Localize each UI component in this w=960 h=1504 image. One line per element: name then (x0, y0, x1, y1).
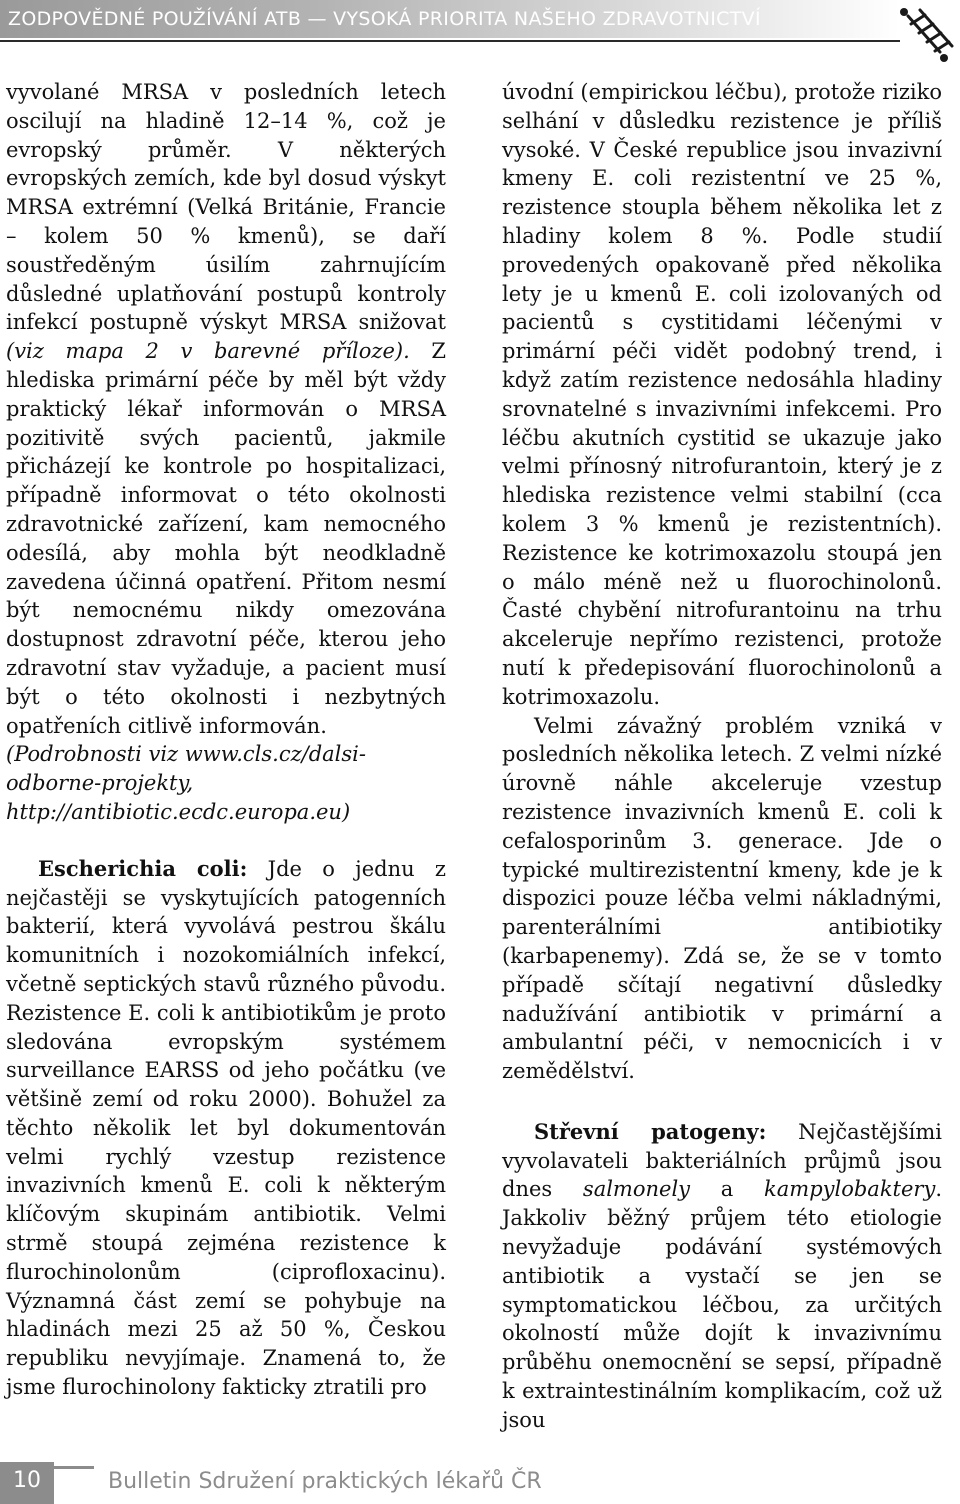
page-number: 10 (13, 1468, 41, 1493)
mrsa-text-part2: Z hlediska primární péče by měl být vždy praktický lékař informován o MRSA pozitivitě svých pacientů, jakmile přicházejí ke kontrole po hospitalizaci, případně informovat o této okolnosti zdravotnické zařízení, kam nemocného odesílá, aby mohla být neodkladně zavedena účinná opatření. Přitom nesmí být nemocnému nikdy omezována dostupnost zdravotní péče, kterou jeho zdravotní stav vyžaduje, a pacient musí být o této okolnosti i nezbytných opatřeních citlivě informován. (6, 339, 446, 738)
mrsa-text-part1: vyvolané MRSA v posledních letech oscilují na hladině 12–14 %, což je evropský průměr. V některých evropských zemích, kde byl dosud výskyt MRSA extrémní (Velká Británie, Francie – kolem 50 % kmenů), se daří soustředěným úsilím zahrnujícím důsledné uplatňování postupů kontroly infekcí postupně výskyt MRSA snižovat (6, 80, 446, 335)
ecoli-heading: Escherichia coli: (38, 855, 248, 881)
footer-rule (54, 1466, 94, 1469)
enteric-text-part2: . Jakkoliv běžný průjem této etiologie nevyžaduje podávání systémových antibiotik a vystačí se jen se symptomatickou léčbou, za určitých okolností může dojít k invazivnímu průběhu onemocnění se sepsí, případně k extraintestinálním komplikacím, což už jsou (502, 1177, 942, 1432)
header-rule (0, 40, 900, 42)
running-title: ZODPOVĚDNÉ POUŽÍVÁNÍ ATB — VYSOKÁ PRIORITA NAŠEHO ZDRAVOTNICTVÍ (8, 8, 761, 30)
ecoli-paragraph (6, 855, 446, 1402)
salmonella-term: salmonely (582, 1177, 691, 1202)
enteric-text-mid: a (690, 1177, 765, 1202)
spacer (502, 1086, 942, 1118)
cystitis-paragraph: úvodní (empirickou léčbu), protože riziko selhání v důsledku rezistence je příliš vysoké. V České republice jsou invazivní kmeny E. coli rezistentní ve 25 %, rezistence stoupla během několika let z hladiny kolem 8 %. Podle studií provedených opakovaně před několika lety je u kmenů E. coli izolovaných od pacientů s cystitidami léčenými v primární péči vidět podobný trend, i když zatím rezistence nedosáhla hladiny srovnatelné s invazivními infekcemi. Pro léčbu akutních cystitid se ukazuje jako velmi přínosný nitrofurantoin, který je z hlediska rezistence velmi stabilní (cca kolem 3 % kmenů je rezistentních). Rezistence ke kotrimoxazolu stoupá jen o málo méně než u fluorochinolonů. Časté chybění nitrofurantoinu na trhu akceleruje nepřímo rezistenci, protože nutí k předepisování fluorochinolonů a kotrimoxazolu. (502, 80, 942, 709)
ecoli-text: Jde o jednu z nejčastěji se vyskytujících patogenních bakterií, která vyvolává pestrou škálu komunitních i nozokomiálních infekcí, včetně septických stavů různého původu. Rezistence E. coli k antibiotikům je proto sledována evropským systémem surveillance EARSS od jeho počátku (ve většině zemí od roku 2000). Bohužel za těchto několik let byl dokumentován velmi rychlý vzestup rezistence invazivních kmenů E. coli k některým klíčovým skupinám antibiotik. Velmi strmě stoupá zejména rezistence k flurochinolonům (ciprofloxacinu). Významná část zemí se pohybuje na hladinách mezi 25 až 50 %, Českou republiku nevyjímaje. Znamená to, že jsme flurochinolony fakticky ztratili pro (6, 856, 446, 1400)
enteric-text-part1: Nejčastějšími vyvolavateli bakteriálních průjmů jsou dnes (502, 1119, 942, 1202)
publication-name: Bulletin Sdružení praktických lékařů ČR (108, 1469, 542, 1494)
right-column (502, 78, 942, 1435)
cephalosporin-paragraph: Velmi závažný problém vzniká v posledních několika letech. Z velmi nízké úrovně náhle akceleruje vzestup rezistence invazivních kmenů E. coli k cefalosporinům 3. generace. Jde o typické multirezistentní kmeny, kde je k dispozici pouze léčba velmi nákladnými, parenterálními antibiotiky (karbapenemy). Zdá se, že se v tomto případě sčítají negativní důsledky nadužívání antibiotik v primární a ambulantní péči, v nemocnicích i v zemědělství. (502, 713, 942, 1084)
mrsa-paragraph (6, 78, 446, 740)
enteric-pathogens-paragraph (502, 1118, 942, 1435)
stretcher-logo-icon (898, 2, 956, 64)
campylobacter-term: kampylobaktery (764, 1177, 936, 1202)
left-column (6, 78, 446, 1402)
details-reference: (Podrobnosti viz www.cls.cz/dalsi-odborne-projekty, http://antibiotic.ecdc.europa.eu) (6, 742, 366, 824)
spacer (6, 827, 446, 855)
map-reference: (viz mapa 2 v barevné příloze). (6, 339, 410, 364)
enteric-heading: Střevní patogeny: (534, 1118, 767, 1144)
